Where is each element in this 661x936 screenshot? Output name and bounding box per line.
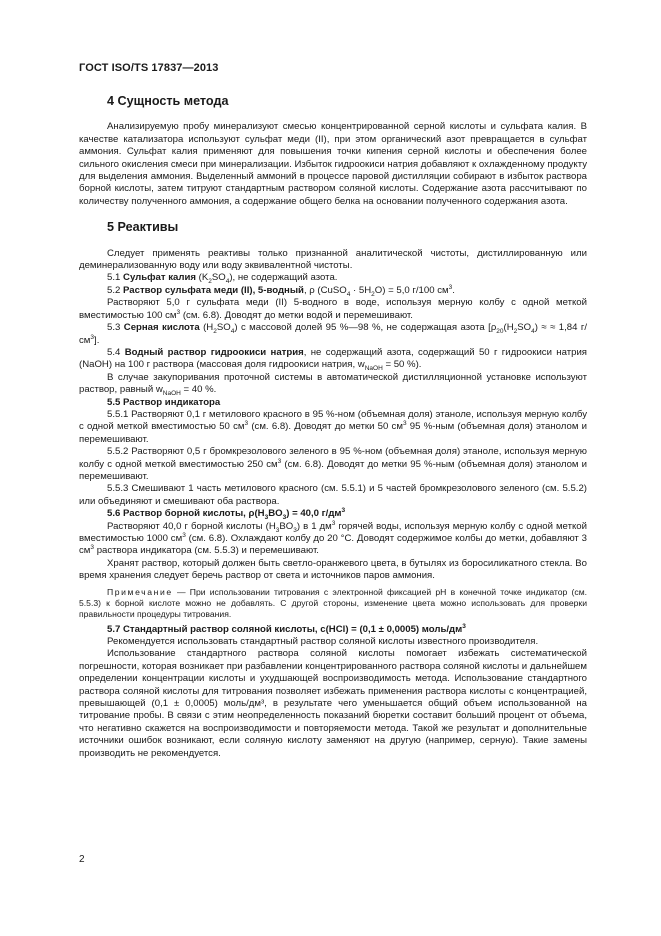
item-5-4: 5.4 Водный раствор гидроокиси натрия, не содержащий азота, содержащий 50 г гидроокиси натрия (NaOH) на 100 г раствора (массовая доля гидроокиси натрия, $w_{NaOH} = 50$ %). [79, 346, 587, 373]
note: Примечание — При использовании титрования с электронной фиксацией pH в конечной точке индикатор (см. 5.5.3) к борной кислоте можно не добавлять. С другой стороны, изменение цвета можно использовать для проверки правильности процедуры титрования. [79, 586, 587, 619]
item-5-5-3: 5.5.3 Смешивают 1 часть метилового красного (см. 5.5.1) и 5 частей бромкрезолового зеленого (см. 5.5.2) или объединяют и смешивают оба раствора. [79, 483, 587, 507]
item-5-5-title: 5.5 Раствор индикатора [107, 396, 221, 408]
section-4-paragraph: Анализируемую пробу минерализуют смесью концентрированной серной кислоты и сульфата калия. В качестве катализатора используют сульфат меди (II), при этом органический азот превращается в сульфат аммония. Сульфат калия применяют для повышения точки кипения серной кислоты и обеспечения более сильного окисления смеси при минерализации. Избыток гидроокиси натрия добавляют к охлажденному продукту для выделения аммония. Выделенный аммоний в процессе паровой дистилляции собирают в избыток раствора борной кислоты, затем титруют стандартным раствором соляной кислоты. Содержание азота рассчитывают по количеству полученного аммония, а содержание общего белка на основании полученного содержания азота. [79, 121, 587, 207]
item-5-4-text: В случае закупоривания проточной системы в автоматической дистилляционной установке используют раствор, равный $w_{NaOH} = 40$ %. [79, 371, 587, 398]
item-5-5-1: 5.5.1 Растворяют 0,1 г метилового красного в 95 %-ном (объемная доля) этаноле, используя мерную колбу с одной меткой вместимостью 50 $см^3$ (см. 6.8). Доводят до метки 50 $см^3$ 95 %-ным (объемная доля) этанолом и перемешивают. [79, 408, 588, 445]
note-label: Примечание [107, 586, 173, 597]
section-5-intro: Следует применять реактивы только признанной аналитической чистоты, дистиллированную или деминерализованную воду или воду эквивалентной чистоты. [79, 247, 587, 272]
item-5-6-title: 5.6 Раствор борной кислоты, $\rho(H_3BO_3) = 40,0$ $г/дм^3$ [107, 507, 346, 522]
section-5-title: 5 Реактивы [107, 220, 179, 235]
page-number: 2 [79, 854, 85, 865]
item-5-3: 5.3 Серная кислота $(H_2SO_4)$ с массовой долей 95 %—98 %, не содержащая азота [$\rho_{20}(H_2SO_4)$ ≈ ≈ 1,84 $г/см^3$]. [79, 322, 587, 346]
item-5-6-storage: Хранят раствор, который должен быть светло-оранжевого цвета, в бутылях из боросиликатного стекла. Во время хранения следует беречь раствор от света и источников паров аммония. [79, 557, 587, 582]
section-4-title: 4 Сущность метода [107, 94, 229, 108]
item-5-5-2: 5.5.2 Растворяют 0,5 г бромкрезолового зеленого в 95 %-ном (объемная доля) этаноле, используя мерную колбу с одной меткой вместимостью 250 $см^3$ (см. 6.8). Доводят до метки 95 %-ным (объемная доля) этанолом и перемешивают. [79, 446, 587, 482]
item-5-2: 5.2 Раствор сульфата меди (II), 5-водный, ρ (CuSO$_4$ · $5H_2O) = 5,0$ г/100 $см^3$. [107, 283, 455, 298]
item-5-7-title: 5.7 Стандартный раствор соляной кислоты, c(HCl) = (0,1 ± 0,0005) моль/$дм^3$ [107, 622, 466, 635]
page-content [79, 95, 587, 760]
item-5-7-text-2: Использование стандартного раствора соляной кислоты помогает избежать систематической погрешности, которая возникает при разбавлении концентрированного раствора соляной кислоты и дальнейшем определении концентрации кислоты и ухудшающей воспроизводимость метода. Использование стандартного раствора соляной кислоты для титрования позволяет избежать применения раствора кислоты с концентрацией, превышающей (0,1 ± 0,0005) моль/дм³, в результате чего уменьшается общий объем использованной на титрование пробы. В связи с этим неопределенность показаний бюретки составит больший процент от объема, что негативно скажется на воспроизводимости и повторяемости метода. Такой же результат и дополнительные источники ошибок возникают, если соляную кислоту заменяют на другую (например, серную). Такие замены производить не рекомендуется. [79, 648, 587, 759]
item-5-1: 5.1 Сульфат калия $(K_2SO_4)$, не содержащий азота. [107, 272, 338, 286]
item-5-6-text: Растворяют 40,0 г борной кислоты $(H_3BO_3)$ в 1 $дм^3$ горячей воды, используя мерную колбу с одной меткой вместимостью 1000 $см^3$ (см. 6.8). Охлаждают колбу до 20 °C. Доводят содержимое колбы до метки, добавляют 3 $см^3$ раствора индикатора (см. 5.5.3) и перемешивают. [79, 519, 587, 557]
item-5-2-text: Растворяют 5,0 г сульфата меди (II) 5-водного в воде, используя мерную колбу с одной меткой вместимостью 100 $см^3$ (см. 6.8). Доводят до метки водой и перемешивают. [79, 297, 587, 321]
item-5-7-text-1: Рекомендуется использовать стандартный раствор соляной кислоты известного производителя. [107, 636, 539, 648]
document-header: ГОСТ ISO/TS 17837—2013 [79, 62, 219, 74]
